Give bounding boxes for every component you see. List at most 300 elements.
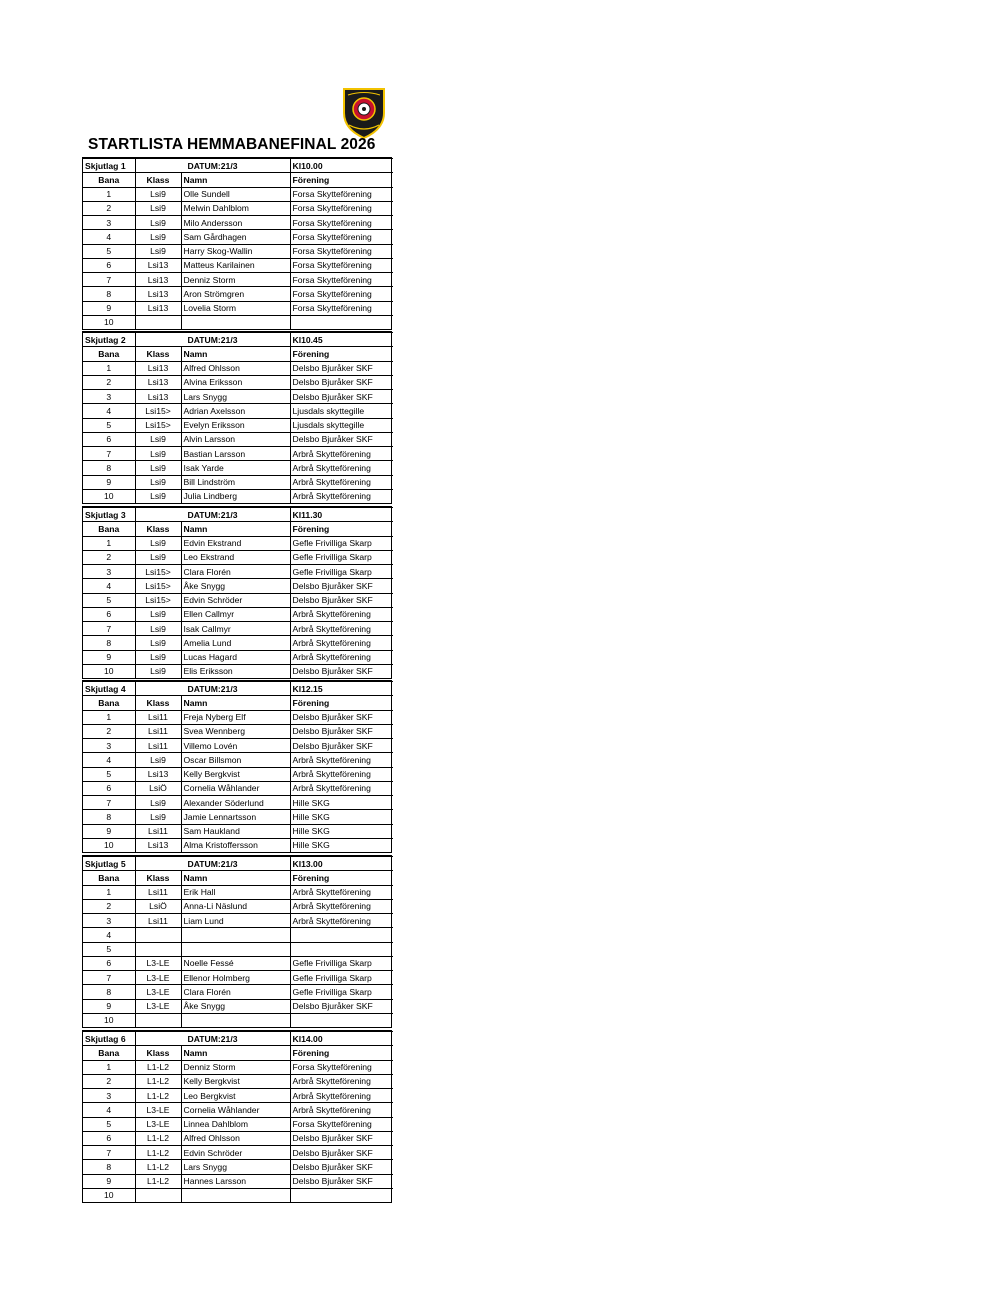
class-cell: LsiÖ — [135, 781, 181, 795]
table-row — [83, 885, 393, 899]
class-cell: Lsi11 — [135, 885, 181, 899]
club-name: Forsa Skytteförening — [290, 301, 393, 315]
shooter-name: Liam Lund — [181, 914, 290, 928]
shooter-name: Sam Gårdhagen — [181, 230, 290, 244]
club-name: Arbrå Skytteförening — [290, 475, 393, 489]
table-row — [83, 810, 393, 824]
shooter-name: Bill Lindström — [181, 475, 290, 489]
table-row — [83, 956, 393, 970]
class-cell: Lsi11 — [135, 914, 181, 928]
club-name: Forsa Skytteförening — [290, 187, 393, 201]
shooter-name: Lucas Hagard — [181, 650, 290, 664]
table-row — [83, 489, 393, 503]
shooter-name: Jamie Lennartsson — [181, 810, 290, 824]
squad-table — [82, 506, 392, 679]
club-name: Forsa Skytteförening — [290, 216, 393, 230]
lane-number: 2 — [83, 375, 135, 389]
shooter-name: Adrian Axelsson — [181, 404, 290, 418]
table-row — [83, 1174, 393, 1188]
class-cell: Lsi13 — [135, 301, 181, 315]
table-row — [83, 914, 393, 928]
squad-table — [82, 680, 392, 853]
shooter-name: Linnea Dahlblom — [181, 1117, 290, 1131]
class-cell: L1-L2 — [135, 1174, 181, 1188]
class-cell: Lsi15> — [135, 418, 181, 432]
class-cell: Lsi9 — [135, 622, 181, 636]
class-cell: Lsi9 — [135, 201, 181, 215]
lane-number: 7 — [83, 971, 135, 985]
club-name: Delsbo Bjuråker SKF — [290, 999, 393, 1013]
squad-date: DATUM:21/3 — [135, 159, 290, 173]
club-name: Forsa Skytteförening — [290, 244, 393, 258]
squad-label: Skjutlag 5 — [83, 857, 135, 871]
lane-number: 8 — [83, 287, 135, 301]
club-name: Ljusdals skyttegille — [290, 418, 393, 432]
shooter-name: Aron Strömgren — [181, 287, 290, 301]
lane-number: 3 — [83, 914, 135, 928]
shooter-name — [181, 1013, 290, 1027]
table-row — [83, 636, 393, 650]
class-cell: Lsi13 — [135, 361, 181, 375]
class-cell — [135, 1013, 181, 1027]
club-name: Delsbo Bjuråker SKF — [290, 710, 393, 724]
lane-number: 4 — [83, 1103, 135, 1117]
lane-number: 4 — [83, 230, 135, 244]
shooter-name: Kelly Bergkvist — [181, 1074, 290, 1088]
class-cell: Lsi11 — [135, 739, 181, 753]
club-name: Forsa Skytteförening — [290, 1060, 393, 1074]
lane-number: 6 — [83, 607, 135, 621]
lane-number: 4 — [83, 928, 135, 942]
squad-time: Kl13.00 — [290, 857, 393, 871]
class-cell: Lsi15> — [135, 565, 181, 579]
shooter-name: Amelia Lund — [181, 636, 290, 650]
class-cell: Lsi15> — [135, 404, 181, 418]
class-cell: Lsi15> — [135, 579, 181, 593]
class-cell: L3-LE — [135, 956, 181, 970]
column-header-klass: Klass — [135, 347, 181, 361]
shooter-name: Edvin Schröder — [181, 593, 290, 607]
shooter-name: Ellenor Holmberg — [181, 971, 290, 985]
class-cell: Lsi13 — [135, 287, 181, 301]
shooter-name — [181, 928, 290, 942]
lane-number: 10 — [83, 489, 135, 503]
shooter-name: Julia Lindberg — [181, 489, 290, 503]
class-cell: Lsi9 — [135, 447, 181, 461]
shooter-name: Erik Hall — [181, 885, 290, 899]
shooter-name: Edvin Schröder — [181, 1146, 290, 1160]
shooter-name — [181, 942, 290, 956]
shooter-name: Milo Andersson — [181, 216, 290, 230]
lane-number: 6 — [83, 432, 135, 446]
club-name: Arbrå Skytteförening — [290, 650, 393, 664]
squad-table — [82, 1030, 392, 1203]
club-name — [290, 928, 393, 942]
squad-header-row — [83, 857, 393, 871]
lane-number: 3 — [83, 1089, 135, 1103]
lane-number: 5 — [83, 418, 135, 432]
class-cell: L3-LE — [135, 971, 181, 985]
club-name: Arbrå Skytteförening — [290, 781, 393, 795]
table-row — [83, 710, 393, 724]
class-cell: Lsi9 — [135, 550, 181, 564]
class-cell: L1-L2 — [135, 1146, 181, 1160]
shooter-name: Oscar Billsmon — [181, 753, 290, 767]
lane-number: 4 — [83, 753, 135, 767]
table-row — [83, 550, 393, 564]
class-cell: Lsi11 — [135, 824, 181, 838]
class-cell: Lsi9 — [135, 796, 181, 810]
column-header-bana: Bana — [83, 173, 135, 187]
squad-time: Kl11.30 — [290, 508, 393, 522]
shooter-name: Anna-Li Näslund — [181, 899, 290, 913]
table-row — [83, 1074, 393, 1088]
table-row — [83, 942, 393, 956]
squad-table — [82, 157, 392, 330]
column-header-row — [83, 173, 393, 187]
class-cell: Lsi9 — [135, 216, 181, 230]
class-cell: Lsi9 — [135, 664, 181, 678]
shooter-name: Cornelia Wåhlander — [181, 781, 290, 795]
lane-number: 3 — [83, 739, 135, 753]
shooter-name: Edvin Ekstrand — [181, 536, 290, 550]
table-row — [83, 216, 393, 230]
club-name: Arbrå Skytteförening — [290, 1074, 393, 1088]
shooter-name: Svea Wennberg — [181, 724, 290, 738]
lane-number: 6 — [83, 781, 135, 795]
table-row — [83, 287, 393, 301]
lane-number: 4 — [83, 579, 135, 593]
table-row — [83, 579, 393, 593]
squad-label: Skjutlag 4 — [83, 682, 135, 696]
lane-number: 10 — [83, 838, 135, 852]
squad-label: Skjutlag 2 — [83, 333, 135, 347]
class-cell: L1-L2 — [135, 1089, 181, 1103]
squad-header-row — [83, 159, 393, 173]
shooter-name: Alma Kristoffersson — [181, 838, 290, 852]
class-cell: L1-L2 — [135, 1060, 181, 1074]
table-row — [83, 1103, 393, 1117]
club-name: Delsbo Bjuråker SKF — [290, 1160, 393, 1174]
shooter-name: Clara Florén — [181, 565, 290, 579]
column-header-row — [83, 696, 393, 710]
club-name: Delsbo Bjuråker SKF — [290, 390, 393, 404]
class-cell: Lsi9 — [135, 461, 181, 475]
club-name: Forsa Skytteförening — [290, 273, 393, 287]
lane-number: 10 — [83, 1188, 135, 1202]
lane-number: 8 — [83, 461, 135, 475]
shooter-name: Lars Snygg — [181, 1160, 290, 1174]
shooter-name: Åke Snygg — [181, 999, 290, 1013]
lane-number: 6 — [83, 1131, 135, 1145]
shooter-name: Alfred Ohlsson — [181, 1131, 290, 1145]
squad-date: DATUM:21/3 — [135, 1032, 290, 1046]
column-header-namn: Namn — [181, 696, 290, 710]
column-header-bana: Bana — [83, 347, 135, 361]
club-name: Delsbo Bjuråker SKF — [290, 375, 393, 389]
lane-number: 1 — [83, 710, 135, 724]
table-row — [83, 664, 393, 678]
class-cell — [135, 1188, 181, 1202]
squad-label: Skjutlag 1 — [83, 159, 135, 173]
shooter-name: Alvina Eriksson — [181, 375, 290, 389]
table-row — [83, 1013, 393, 1027]
column-header-klass: Klass — [135, 696, 181, 710]
startlist-table — [83, 856, 393, 1027]
class-cell: Lsi11 — [135, 710, 181, 724]
club-name: Arbrå Skytteförening — [290, 461, 393, 475]
class-cell: Lsi13 — [135, 767, 181, 781]
club-name: Delsbo Bjuråker SKF — [290, 739, 393, 753]
lane-number: 5 — [83, 593, 135, 607]
class-cell: L3-LE — [135, 999, 181, 1013]
club-name: Forsa Skytteförening — [290, 230, 393, 244]
table-row — [83, 650, 393, 664]
shooter-name: Isak Callmyr — [181, 622, 290, 636]
club-name: Arbrå Skytteförening — [290, 753, 393, 767]
lane-number: 6 — [83, 956, 135, 970]
lane-number: 5 — [83, 244, 135, 258]
class-cell: Lsi9 — [135, 244, 181, 258]
squad-time: Kl10.45 — [290, 333, 393, 347]
lane-number: 2 — [83, 201, 135, 215]
shooter-name: Denniz Storm — [181, 1060, 290, 1074]
club-name: Hille SKG — [290, 810, 393, 824]
table-row — [83, 230, 393, 244]
shooter-name: Cornelia Wåhlander — [181, 1103, 290, 1117]
class-cell: Lsi9 — [135, 230, 181, 244]
class-cell: L1-L2 — [135, 1131, 181, 1145]
lane-number: 9 — [83, 301, 135, 315]
table-row — [83, 1160, 393, 1174]
startlist-table — [83, 1031, 393, 1202]
class-cell: Lsi9 — [135, 607, 181, 621]
shooter-name: Lovelia Storm — [181, 301, 290, 315]
shooter-name: Villemo Lovén — [181, 739, 290, 753]
shooter-name: Leo Bergkvist — [181, 1089, 290, 1103]
table-row — [83, 753, 393, 767]
table-row — [83, 796, 393, 810]
shooter-name: Bastian Larsson — [181, 447, 290, 461]
table-row — [83, 187, 393, 201]
lane-number: 1 — [83, 187, 135, 201]
table-row — [83, 432, 393, 446]
column-header-namn: Namn — [181, 522, 290, 536]
lane-number: 6 — [83, 258, 135, 272]
lane-number: 7 — [83, 273, 135, 287]
shooter-name: Harry Skog-Wallin — [181, 244, 290, 258]
column-header-forening: Förening — [290, 173, 393, 187]
club-name: Forsa Skytteförening — [290, 287, 393, 301]
class-cell: Lsi15> — [135, 593, 181, 607]
lane-number: 8 — [83, 985, 135, 999]
club-name — [290, 942, 393, 956]
startlist-table — [83, 158, 393, 329]
lane-number: 9 — [83, 475, 135, 489]
shooter-name: Ellen Callmyr — [181, 607, 290, 621]
table-row — [83, 1131, 393, 1145]
club-name: Delsbo Bjuråker SKF — [290, 361, 393, 375]
club-name: Gefle Frivilliga Skarp — [290, 565, 393, 579]
table-row — [83, 565, 393, 579]
club-name: Delsbo Bjuråker SKF — [290, 1174, 393, 1188]
shooter-name — [181, 1188, 290, 1202]
lane-number: 8 — [83, 636, 135, 650]
club-name: Gefle Frivilliga Skarp — [290, 536, 393, 550]
club-name: Arbrå Skytteförening — [290, 914, 393, 928]
page-title: STARTLISTA HEMMABANEFINAL 2026 — [88, 136, 376, 153]
table-row — [83, 724, 393, 738]
squad-label: Skjutlag 3 — [83, 508, 135, 522]
class-cell: Lsi11 — [135, 724, 181, 738]
squad-date: DATUM:21/3 — [135, 857, 290, 871]
table-row — [83, 971, 393, 985]
class-cell: Lsi9 — [135, 636, 181, 650]
startlist-table — [83, 681, 393, 852]
class-cell: Lsi9 — [135, 810, 181, 824]
shooter-name: Isak Yarde — [181, 461, 290, 475]
table-row — [83, 404, 393, 418]
column-header-forening: Förening — [290, 696, 393, 710]
club-name: Arbrå Skytteförening — [290, 636, 393, 650]
lane-number: 5 — [83, 1117, 135, 1131]
squad-header-row — [83, 508, 393, 522]
club-name: Hille SKG — [290, 838, 393, 852]
lane-number: 7 — [83, 796, 135, 810]
class-cell: Lsi9 — [135, 432, 181, 446]
table-row — [83, 1117, 393, 1131]
shooter-name: Evelyn Eriksson — [181, 418, 290, 432]
table-row — [83, 375, 393, 389]
club-name: Delsbo Bjuråker SKF — [290, 1131, 393, 1145]
lane-number: 7 — [83, 1146, 135, 1160]
lane-number: 1 — [83, 1060, 135, 1074]
lane-number: 3 — [83, 390, 135, 404]
table-row — [83, 461, 393, 475]
club-name — [290, 315, 393, 329]
club-name: Gefle Frivilliga Skarp — [290, 550, 393, 564]
club-name: Arbrå Skytteförening — [290, 607, 393, 621]
class-cell: Lsi9 — [135, 650, 181, 664]
class-cell: L1-L2 — [135, 1160, 181, 1174]
squad-table — [82, 331, 392, 504]
startlist-table — [83, 332, 393, 503]
shooter-name: Noelle Fessé — [181, 956, 290, 970]
class-cell: Lsi9 — [135, 753, 181, 767]
shooter-name: Alfred Ohlsson — [181, 361, 290, 375]
squad-date: DATUM:21/3 — [135, 508, 290, 522]
class-cell: Lsi9 — [135, 489, 181, 503]
class-cell — [135, 942, 181, 956]
club-name: Hille SKG — [290, 824, 393, 838]
table-row — [83, 418, 393, 432]
table-row — [83, 622, 393, 636]
table-row — [83, 1089, 393, 1103]
class-cell: Lsi13 — [135, 390, 181, 404]
class-cell: Lsi9 — [135, 536, 181, 550]
lane-number: 9 — [83, 999, 135, 1013]
club-name: Delsbo Bjuråker SKF — [290, 1146, 393, 1160]
column-header-namn: Namn — [181, 173, 290, 187]
class-cell: Lsi13 — [135, 258, 181, 272]
squad-header-row — [83, 333, 393, 347]
lane-number: 9 — [83, 1174, 135, 1188]
table-row — [83, 1146, 393, 1160]
table-row — [83, 781, 393, 795]
lane-number: 1 — [83, 885, 135, 899]
squad-header-row — [83, 682, 393, 696]
column-header-row — [83, 871, 393, 885]
table-row — [83, 301, 393, 315]
table-row — [83, 315, 393, 329]
club-name: Delsbo Bjuråker SKF — [290, 724, 393, 738]
club-name: Ljusdals skyttegille — [290, 404, 393, 418]
lane-number: 1 — [83, 536, 135, 550]
class-cell: L1-L2 — [135, 1074, 181, 1088]
lane-number: 7 — [83, 622, 135, 636]
column-header-namn: Namn — [181, 1046, 290, 1060]
table-row — [83, 201, 393, 215]
lane-number: 5 — [83, 767, 135, 781]
column-header-bana: Bana — [83, 696, 135, 710]
lane-number: 5 — [83, 942, 135, 956]
club-name: Arbrå Skytteförening — [290, 1103, 393, 1117]
table-row — [83, 824, 393, 838]
shooter-name: Olle Sundell — [181, 187, 290, 201]
club-name: Gefle Frivilliga Skarp — [290, 956, 393, 970]
squad-table — [82, 855, 392, 1028]
shooter-name: Kelly Bergkvist — [181, 767, 290, 781]
class-cell: Lsi9 — [135, 187, 181, 201]
column-header-namn: Namn — [181, 871, 290, 885]
table-row — [83, 767, 393, 781]
table-row — [83, 593, 393, 607]
shooter-name: Alvin Larsson — [181, 432, 290, 446]
squad-time: Kl14.00 — [290, 1032, 393, 1046]
startlist-table — [83, 507, 393, 678]
class-cell — [135, 315, 181, 329]
shooter-name: Elis Eriksson — [181, 664, 290, 678]
squad-date: DATUM:21/3 — [135, 682, 290, 696]
class-cell: L3-LE — [135, 1117, 181, 1131]
club-name: Arbrå Skytteförening — [290, 767, 393, 781]
shooter-name: Sam Haukland — [181, 824, 290, 838]
table-row — [83, 607, 393, 621]
column-header-forening: Förening — [290, 1046, 393, 1060]
lane-number: 3 — [83, 216, 135, 230]
club-name: Delsbo Bjuråker SKF — [290, 579, 393, 593]
club-name: Delsbo Bjuråker SKF — [290, 593, 393, 607]
column-header-forening: Förening — [290, 871, 393, 885]
squad-time: Kl12.15 — [290, 682, 393, 696]
shooter-name: Leo Ekstrand — [181, 550, 290, 564]
shooter-name: Melwin Dahlblom — [181, 201, 290, 215]
club-name: Arbrå Skytteförening — [290, 899, 393, 913]
table-row — [83, 273, 393, 287]
club-name: Hille SKG — [290, 796, 393, 810]
column-header-klass: Klass — [135, 1046, 181, 1060]
table-row — [83, 1060, 393, 1074]
class-cell: Lsi13 — [135, 273, 181, 287]
squad-header-row — [83, 1032, 393, 1046]
table-row — [83, 361, 393, 375]
lane-number: 8 — [83, 810, 135, 824]
column-header-bana: Bana — [83, 522, 135, 536]
column-header-namn: Namn — [181, 347, 290, 361]
club-name: Arbrå Skytteförening — [290, 885, 393, 899]
shooter-name: Åke Snygg — [181, 579, 290, 593]
lane-number: 2 — [83, 1074, 135, 1088]
